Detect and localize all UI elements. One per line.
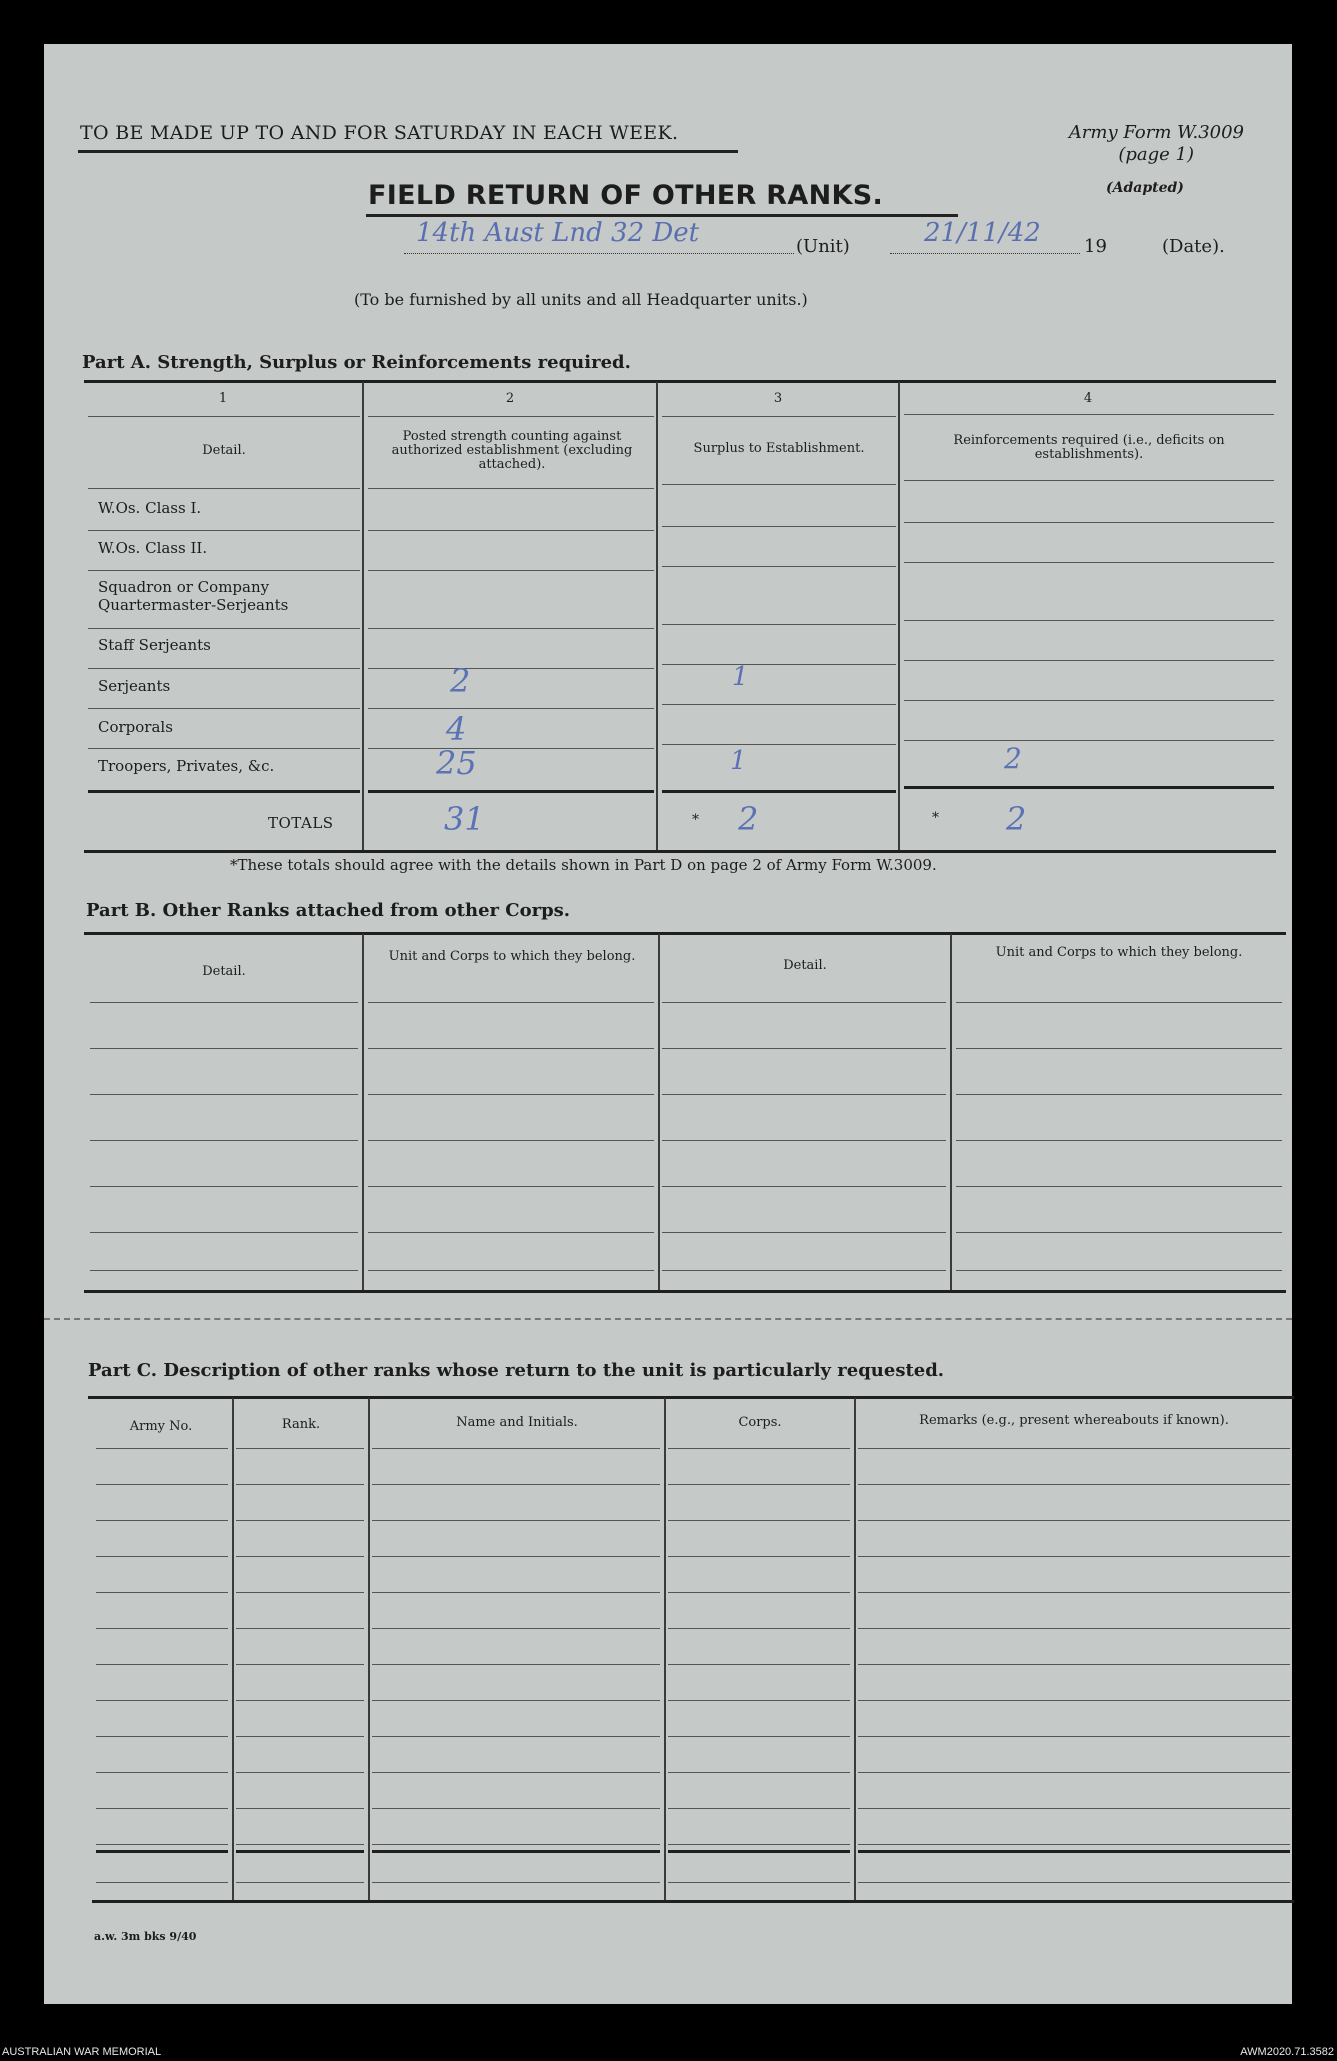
ruled-line <box>236 1844 364 1845</box>
col-header-posted: Posted strength counting against authorized establishment (excluding attached). <box>391 429 633 472</box>
posted-corporals-value: 4 <box>446 710 467 748</box>
ruled-line <box>668 1808 850 1809</box>
ruled-line <box>96 1772 228 1773</box>
date-label: (Date). <box>1162 236 1225 257</box>
ruled-line <box>236 1520 364 1521</box>
total-reinf-value: 2 <box>1006 800 1027 838</box>
col-number-2: 2 <box>505 391 515 406</box>
surplus-troopers-value: 1 <box>730 746 747 776</box>
ruled-line <box>956 1094 1282 1095</box>
header-rule <box>368 488 654 489</box>
year-prefix: 19 <box>1084 236 1107 257</box>
totals-label: TOTALS <box>268 814 334 832</box>
ruled-line <box>668 1882 850 1883</box>
col-number-3: 3 <box>773 391 783 406</box>
part-b-divider-1 <box>362 934 364 1290</box>
reinf-total-asterisk: * <box>932 810 939 826</box>
part-c-double-rule <box>96 1850 228 1853</box>
ruled-line <box>236 1484 364 1485</box>
ruled-line <box>668 1556 850 1557</box>
ruled-line <box>90 1186 358 1187</box>
ruled-line <box>668 1592 850 1593</box>
ruled-line <box>668 1736 850 1737</box>
ruled-line <box>668 1772 850 1773</box>
part-c-divider-4 <box>854 1398 856 1900</box>
ruled-line <box>90 1270 358 1271</box>
date-dotted-line <box>890 252 1080 254</box>
row-label-cqms: Squadron or Company Quartermaster-Serjeants <box>98 578 289 614</box>
part-c-header-rank: Rank. <box>281 1417 321 1432</box>
row-rule <box>662 704 896 705</box>
col-number-1: 1 <box>218 391 228 406</box>
form-title: FIELD RETURN OF OTHER RANKS. <box>368 180 884 211</box>
ruled-line <box>96 1882 228 1883</box>
row-label-corporals: Corporals <box>98 718 173 736</box>
row-label-staff-serjeants: Staff Serjeants <box>98 636 211 654</box>
ruled-line <box>956 1002 1282 1003</box>
part-a-divider-1 <box>362 382 364 850</box>
row-rule <box>662 566 896 567</box>
ruled-line <box>372 1484 660 1485</box>
row-rule <box>904 700 1274 701</box>
row-rule <box>368 530 654 531</box>
part-b-header-unit-1: Unit and Corps to which they belong. <box>388 949 636 964</box>
ruled-line <box>668 1628 850 1629</box>
posted-serjeants-value: 2 <box>450 662 471 700</box>
part-a-top-rule <box>84 380 1276 383</box>
reinf-troopers-value: 2 <box>1004 742 1022 775</box>
unit-handwritten: 14th Aust Lnd 32 Det <box>416 218 700 248</box>
ruled-line <box>372 1844 660 1845</box>
ruled-line <box>90 1232 358 1233</box>
part-b-heading: Part B. Other Ranks attached from other Corps. <box>86 900 571 921</box>
ruled-line <box>668 1448 850 1449</box>
adapted-label: (Adapted) <box>1106 180 1184 196</box>
ruled-line <box>96 1448 228 1449</box>
part-c-header-remarks: Remarks (e.g., present whereabouts if known). <box>919 1413 1229 1428</box>
ruled-line <box>858 1882 1290 1883</box>
ruled-line <box>858 1520 1290 1521</box>
part-c-double-rule <box>668 1850 850 1853</box>
row-label-troopers: Troopers, Privates, &c. <box>98 757 275 775</box>
ruled-line <box>858 1484 1290 1485</box>
ruled-line <box>96 1736 228 1737</box>
ruled-line <box>372 1592 660 1593</box>
part-b-top-rule <box>84 932 1286 935</box>
ruled-line <box>372 1448 660 1449</box>
ruled-line <box>368 1048 654 1049</box>
ruled-line <box>668 1484 850 1485</box>
part-c-double-rule <box>236 1850 364 1853</box>
col-header-reinforcements: Reinforcements required (i.e., deficits on establishments). <box>953 433 1225 462</box>
ruled-line <box>372 1520 660 1521</box>
ruled-line <box>858 1592 1290 1593</box>
ruled-line <box>90 1140 358 1141</box>
ruled-line <box>96 1592 228 1593</box>
ruled-line <box>662 1094 946 1095</box>
form-sheet <box>44 44 1292 2004</box>
totals-rule <box>368 790 654 793</box>
row-rule <box>88 570 360 571</box>
row-rule <box>904 740 1274 741</box>
row-rule <box>904 522 1274 523</box>
ruled-line <box>90 1048 358 1049</box>
part-c-divider-1 <box>232 1398 234 1900</box>
part-c-heading: Part C. Description of other ranks whose return to the unit is particularly requested. <box>88 1360 945 1381</box>
part-a-divider-3 <box>898 382 900 850</box>
part-c-double-rule <box>372 1850 660 1853</box>
ruled-line <box>90 1094 358 1095</box>
ruled-line <box>372 1664 660 1665</box>
ruled-line <box>668 1700 850 1701</box>
ruled-line <box>662 1140 946 1141</box>
ruled-line <box>662 1002 946 1003</box>
instruction-underline <box>78 150 738 153</box>
col-header-surplus: Surplus to Establishment. <box>693 441 865 456</box>
surplus-serjeants-value: 1 <box>732 662 749 692</box>
total-posted-value: 31 <box>444 800 485 838</box>
ruled-line <box>372 1628 660 1629</box>
ruled-line <box>368 1140 654 1141</box>
ruled-line <box>858 1628 1290 1629</box>
row-rule <box>368 570 654 571</box>
ruled-line <box>668 1664 850 1665</box>
unit-dotted-line <box>404 252 794 254</box>
ruled-line <box>368 1094 654 1095</box>
ruled-line <box>90 1002 358 1003</box>
ruled-line <box>372 1700 660 1701</box>
archive-label-right: AWM2020.71.3582 <box>1240 2046 1334 2058</box>
row-label-wo2: W.Os. Class II. <box>98 539 208 557</box>
instruction-text: TO BE MADE UP TO AND FOR SATURDAY IN EACH WEEK. <box>80 122 679 144</box>
row-rule <box>88 628 360 629</box>
part-a-divider-2 <box>656 382 658 850</box>
ruled-line <box>956 1048 1282 1049</box>
totals-rule <box>904 786 1274 789</box>
ruled-line <box>96 1628 228 1629</box>
col-number-rule <box>368 416 654 417</box>
row-rule <box>368 748 654 749</box>
ruled-line <box>96 1484 228 1485</box>
row-rule <box>88 668 360 669</box>
surplus-total-asterisk: * <box>692 812 699 828</box>
ruled-line <box>662 1186 946 1187</box>
part-b-bottom-rule <box>84 1290 1286 1293</box>
part-a-heading: Part A. Strength, Surplus or Reinforcements required. <box>82 352 631 373</box>
total-surplus-value: 2 <box>738 800 759 838</box>
totals-rule <box>88 790 360 793</box>
title-underline <box>366 214 958 217</box>
ruled-line <box>236 1592 364 1593</box>
ruled-line <box>96 1808 228 1809</box>
row-rule <box>662 624 896 625</box>
part-b-divider-2 <box>658 934 660 1290</box>
part-c-divider-3 <box>664 1398 666 1900</box>
totals-rule <box>662 790 896 793</box>
row-rule <box>662 526 896 527</box>
ruled-line <box>662 1048 946 1049</box>
ruled-line <box>368 1232 654 1233</box>
part-b-header-unit-2: Unit and Corps to which they belong. <box>995 945 1243 960</box>
row-rule <box>88 748 360 749</box>
header-rule <box>662 484 896 485</box>
ruled-line <box>372 1556 660 1557</box>
archive-label-left: AUSTRALIAN WAR MEMORIAL <box>2 2046 162 2058</box>
ruled-line <box>236 1448 364 1449</box>
part-b-header-detail-1: Detail. <box>202 964 246 979</box>
ruled-line <box>372 1882 660 1883</box>
ruled-line <box>236 1664 364 1665</box>
ruled-line <box>236 1882 364 1883</box>
col-number-rule <box>904 414 1274 415</box>
posted-troopers-value: 25 <box>436 744 477 782</box>
row-rule <box>904 562 1274 563</box>
totals-footnote: *These totals should agree with the details shown in Part D on page 2 of Army Form W.3009. <box>230 856 937 874</box>
col-number-rule <box>88 416 360 417</box>
ruled-line <box>368 1186 654 1187</box>
ruled-line <box>236 1772 364 1773</box>
page-reference: (page 1) <box>1118 144 1194 165</box>
ruled-line <box>372 1736 660 1737</box>
ruled-line <box>372 1808 660 1809</box>
row-rule <box>368 628 654 629</box>
ruled-line <box>956 1232 1282 1233</box>
furnish-note: (To be furnished by all units and all Headquarter units.) <box>354 290 808 309</box>
ruled-line <box>96 1844 228 1845</box>
form-reference: Army Form W.3009 <box>1068 122 1244 143</box>
ruled-line <box>372 1772 660 1773</box>
ruled-line <box>858 1448 1290 1449</box>
ruled-line <box>858 1700 1290 1701</box>
date-handwritten: 21/11/42 <box>924 218 1041 248</box>
ruled-line <box>858 1844 1290 1845</box>
part-c-header-corps: Corps. <box>738 1415 782 1430</box>
ruled-line <box>236 1700 364 1701</box>
ruled-line <box>858 1664 1290 1665</box>
part-b-header-detail-2: Detail. <box>783 958 827 973</box>
ruled-line <box>668 1520 850 1521</box>
ruled-line <box>236 1628 364 1629</box>
ruled-line <box>858 1772 1290 1773</box>
part-c-header-army-no: Army No. <box>129 1419 193 1434</box>
part-c-header-name: Name and Initials. <box>456 1415 578 1430</box>
header-rule <box>88 488 360 489</box>
ruled-line <box>368 1002 654 1003</box>
part-c-double-rule <box>858 1850 1290 1853</box>
part-b-divider-3 <box>950 934 952 1290</box>
ruled-line <box>96 1664 228 1665</box>
row-rule <box>662 664 896 665</box>
ruled-line <box>662 1232 946 1233</box>
row-label-serjeants: Serjeants <box>98 677 171 695</box>
row-rule <box>88 530 360 531</box>
row-rule <box>904 620 1274 621</box>
ruled-line <box>236 1556 364 1557</box>
row-rule <box>662 744 896 745</box>
ruled-line <box>858 1556 1290 1557</box>
ruled-line <box>368 1270 654 1271</box>
ruled-line <box>858 1736 1290 1737</box>
col-number-rule <box>662 416 896 417</box>
ruled-line <box>236 1736 364 1737</box>
ruled-line <box>96 1520 228 1521</box>
ruled-line <box>956 1140 1282 1141</box>
row-rule <box>88 708 360 709</box>
row-label-wo1: W.Os. Class I. <box>98 499 202 517</box>
header-rule <box>904 480 1274 481</box>
row-rule <box>904 660 1274 661</box>
part-c-top-rule <box>88 1396 1294 1399</box>
ruled-line <box>96 1556 228 1557</box>
ruled-line <box>858 1808 1290 1809</box>
perforation-line <box>44 1318 1292 1320</box>
col-header-detail: Detail. <box>202 443 246 458</box>
part-a-bottom-rule <box>84 850 1276 853</box>
col-number-4: 4 <box>1083 391 1093 406</box>
unit-label: (Unit) <box>796 236 850 257</box>
print-code: a.w. 3m bks 9/40 <box>94 1930 197 1943</box>
part-c-bottom-rule <box>92 1900 1294 1903</box>
part-c-divider-2 <box>368 1398 370 1900</box>
ruled-line <box>956 1186 1282 1187</box>
ruled-line <box>236 1808 364 1809</box>
ruled-line <box>662 1270 946 1271</box>
ruled-line <box>668 1844 850 1845</box>
ruled-line <box>96 1700 228 1701</box>
ruled-line <box>956 1270 1282 1271</box>
row-rule <box>368 668 654 669</box>
row-rule <box>368 708 654 709</box>
